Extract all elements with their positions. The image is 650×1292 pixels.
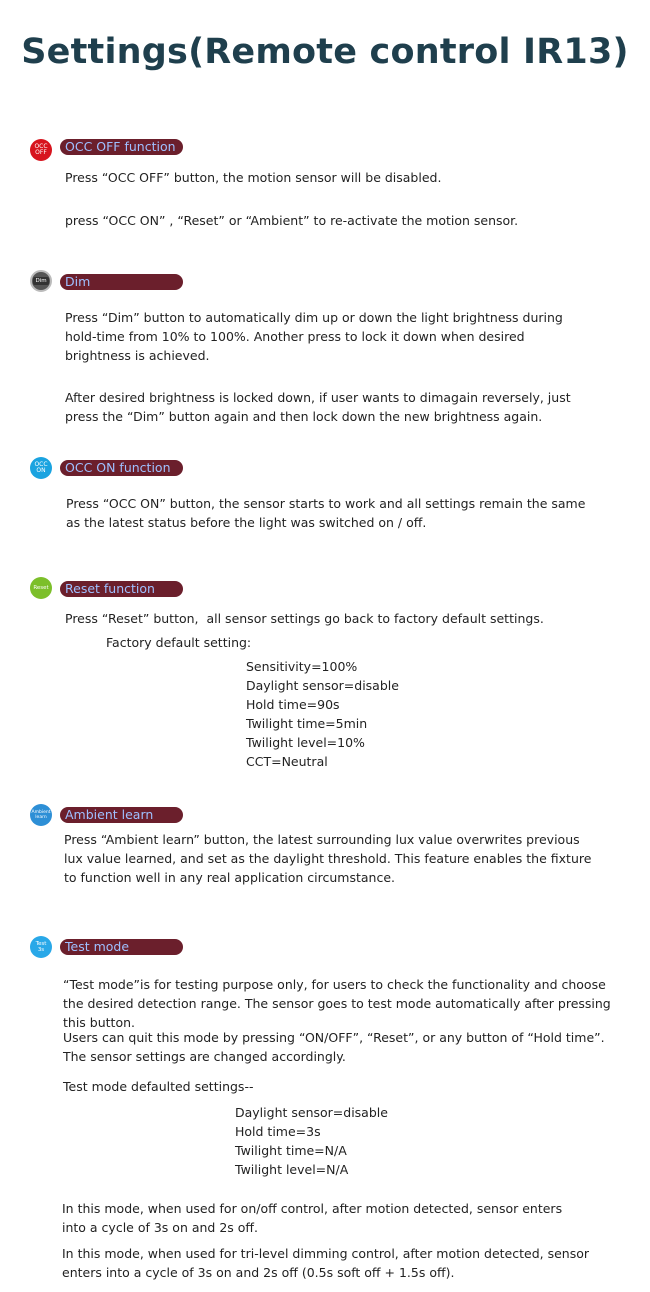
occ-off-icon: OCC OFF [30, 139, 52, 161]
section-label-dim: Dim [60, 274, 183, 290]
ambient-text-1: Press “Ambient learn” button, the latest surrounding lux value overwrites previous lux value learned, and set as the daylight threshold. This feature enables the fixture to function well in any real application circumstance. [64, 832, 592, 885]
section-label-reset: Reset function [60, 581, 183, 597]
page-title: Settings(Remote control IR13) [21, 32, 629, 72]
reset-text-1: Press “Reset” button, all sensor settings go back to factory default settings. [65, 611, 544, 626]
dim-icon [30, 270, 52, 292]
test-text-4: In this mode, when used for tri-level dimming control, after motion detected, sensor enters into a cycle of 3s on and 2s off (0.5s soft off + 1.5s off). [62, 1246, 590, 1280]
occ-off-text-2: press “OCC ON” , “Reset” or “Ambient” to re-activate the motion sensor. [65, 213, 519, 228]
dim-icon-label: Dim [35, 277, 47, 284]
factory-default-heading: Factory default setting: [106, 635, 252, 650]
section-label-test-mode: Test mode [60, 939, 183, 955]
section-label-occ-on: OCC ON function [60, 460, 183, 476]
test-defaults-heading: Test mode defaulted settings-- [63, 1079, 254, 1094]
reset-icon: Reset [30, 577, 52, 599]
factory-default-list: Sensitivity=100% Daylight sensor=disable Hold time=90s Twilight time=5min Twilight level=10% CCT=Neutral [246, 659, 399, 769]
test-text-2: Users can quit this mode by pressing “ON/OFF”, “Reset”, or any button of “Hold time”. The sensor settings are changed accordingly. [63, 1030, 605, 1064]
section-label-occ-off: OCC OFF function [60, 139, 183, 155]
dim-text-2: After desired brightness is locked down, if user wants to dimagain reversely, just press the “Dim” button again and then lock down the new brightness again. [65, 390, 571, 424]
occ-on-text-1: Press “OCC ON” button, the sensor starts to work and all settings remain the same as the latest status before the light was switched on / off. [66, 496, 586, 530]
test-text-1: “Test mode”is for testing purpose only, for users to check the functionality and choose the desired detection range. The sensor goes to test mode automatically after pressing this button. [63, 977, 611, 1030]
ambient-learn-icon: Ambient learn [30, 804, 52, 826]
occ-on-icon: OCC ON [30, 457, 52, 479]
test-defaults-list: Daylight sensor=disable Hold time=3s Twilight time=N/A Twilight level=N/A [235, 1105, 388, 1177]
occ-off-text-1: Press “OCC OFF” button, the motion sensor will be disabled. [65, 170, 442, 185]
test-mode-icon: Test 3s [30, 936, 52, 958]
section-label-ambient-learn: Ambient learn [60, 807, 183, 823]
test-text-3: In this mode, when used for on/off control, after motion detected, sensor enters into a cycle of 3s on and 2s off. [62, 1201, 563, 1235]
dim-text-1: Press “Dim” button to automatically dim up or down the light brightness during hold-time from 10% to 100%. Another press to lock it down when desired brightness is achieved. [65, 310, 563, 363]
